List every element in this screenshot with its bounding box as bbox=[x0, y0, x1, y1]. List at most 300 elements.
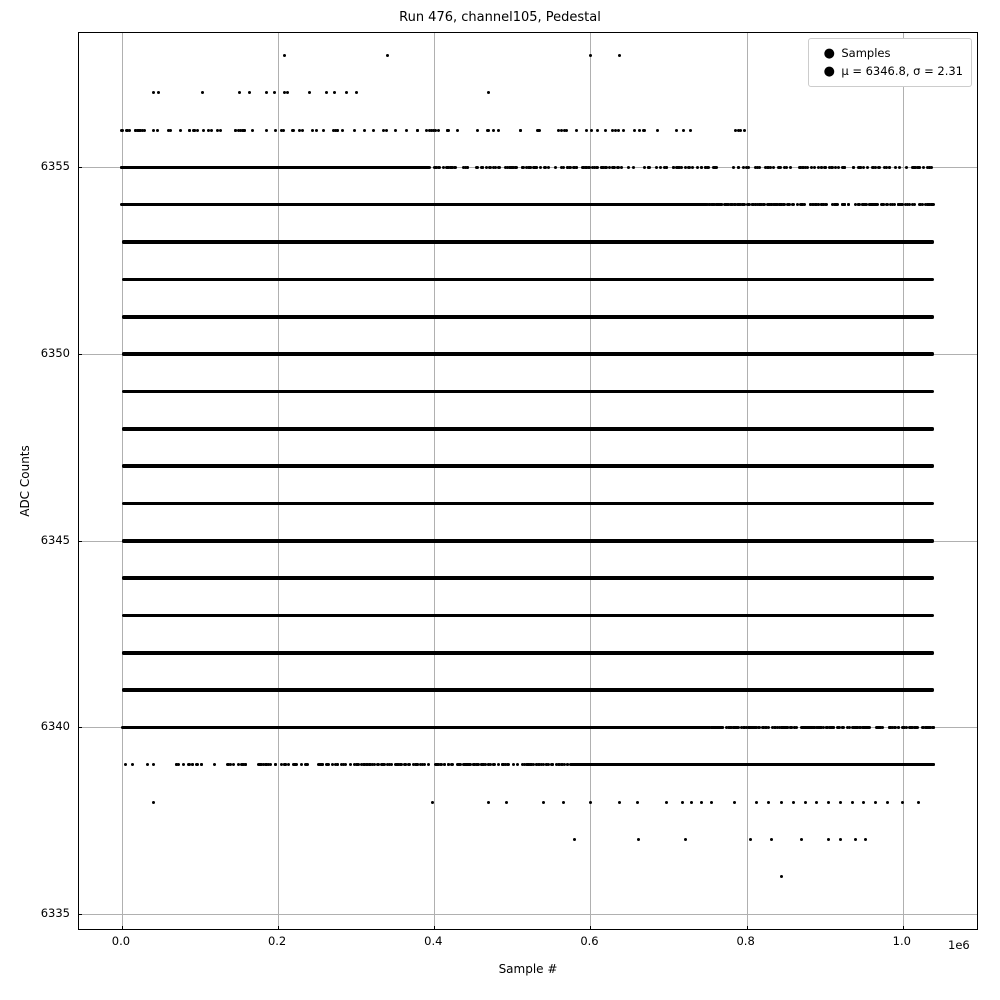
data-point bbox=[931, 726, 934, 729]
dot-marker-icon: ● bbox=[823, 45, 836, 61]
data-point bbox=[618, 54, 621, 57]
data-point bbox=[898, 166, 901, 169]
data-point bbox=[785, 166, 788, 169]
data-point bbox=[819, 726, 822, 729]
data-point bbox=[382, 129, 385, 132]
data-point bbox=[207, 129, 210, 132]
data-point bbox=[780, 875, 783, 878]
data-point bbox=[516, 763, 519, 766]
x-tick-label: 0.0 bbox=[111, 934, 131, 948]
data-point bbox=[804, 801, 807, 804]
y-tick-label: 6355 bbox=[40, 159, 70, 174]
dot-marker-icon: ● bbox=[823, 63, 836, 79]
data-point bbox=[928, 726, 931, 729]
data-point bbox=[767, 801, 770, 804]
plot-axes bbox=[78, 32, 978, 930]
data-point bbox=[476, 763, 479, 766]
data-point bbox=[137, 129, 140, 132]
data-point bbox=[863, 726, 866, 729]
data-point bbox=[864, 838, 867, 841]
data-point bbox=[827, 801, 830, 804]
data-point bbox=[308, 91, 311, 94]
data-point bbox=[879, 726, 882, 729]
data-band bbox=[122, 651, 934, 655]
x-axis-label: Sample # bbox=[498, 962, 558, 976]
scatter-data-layer bbox=[79, 33, 977, 929]
data-point bbox=[612, 166, 615, 169]
data-point bbox=[792, 801, 795, 804]
data-point bbox=[265, 129, 268, 132]
data-band bbox=[122, 315, 934, 319]
data-point bbox=[820, 203, 823, 206]
data-point bbox=[832, 726, 835, 729]
data-point bbox=[146, 763, 149, 766]
data-point bbox=[847, 203, 850, 206]
data-point bbox=[810, 166, 813, 169]
data-point bbox=[866, 166, 869, 169]
data-point bbox=[423, 763, 426, 766]
data-point bbox=[476, 129, 479, 132]
data-band bbox=[122, 614, 934, 618]
data-point bbox=[447, 763, 450, 766]
data-point bbox=[377, 763, 380, 766]
data-point bbox=[128, 129, 131, 132]
data-point bbox=[648, 166, 651, 169]
data-point bbox=[905, 166, 908, 169]
data-point bbox=[637, 838, 640, 841]
data-point bbox=[755, 801, 758, 804]
data-point bbox=[743, 129, 746, 132]
data-point bbox=[363, 129, 366, 132]
data-point bbox=[405, 129, 408, 132]
data-point bbox=[383, 763, 386, 766]
data-point bbox=[876, 203, 879, 206]
data-point bbox=[770, 838, 773, 841]
data-point bbox=[655, 166, 658, 169]
data-point bbox=[690, 801, 693, 804]
data-point bbox=[545, 763, 548, 766]
data-point bbox=[700, 166, 703, 169]
data-point bbox=[121, 129, 124, 132]
data-point bbox=[710, 801, 713, 804]
data-point bbox=[573, 838, 576, 841]
data-point bbox=[897, 726, 900, 729]
data-point bbox=[752, 203, 755, 206]
data-point bbox=[928, 166, 931, 169]
data-point bbox=[152, 801, 155, 804]
data-point bbox=[372, 129, 375, 132]
x-tick-label: 0.6 bbox=[580, 934, 599, 948]
data-point bbox=[179, 129, 182, 132]
data-point bbox=[244, 763, 247, 766]
data-band bbox=[122, 203, 707, 206]
data-point bbox=[141, 129, 144, 132]
data-point bbox=[585, 129, 588, 132]
data-point bbox=[191, 763, 194, 766]
data-band bbox=[122, 390, 934, 394]
data-point bbox=[792, 203, 795, 206]
data-point bbox=[446, 129, 449, 132]
data-point bbox=[487, 801, 490, 804]
data-point bbox=[799, 166, 802, 169]
data-point bbox=[801, 726, 804, 729]
data-point bbox=[512, 166, 515, 169]
data-point bbox=[512, 763, 515, 766]
data-point bbox=[696, 166, 699, 169]
data-point bbox=[841, 726, 844, 729]
data-point bbox=[767, 726, 770, 729]
data-band bbox=[122, 278, 934, 281]
data-point bbox=[193, 129, 196, 132]
data-point bbox=[675, 129, 678, 132]
data-point bbox=[213, 763, 216, 766]
data-point bbox=[854, 838, 857, 841]
data-point bbox=[590, 129, 593, 132]
data-point bbox=[888, 166, 891, 169]
data-point bbox=[248, 91, 251, 94]
data-point bbox=[827, 838, 830, 841]
data-point bbox=[779, 166, 782, 169]
data-point bbox=[325, 91, 328, 94]
data-point bbox=[232, 763, 235, 766]
y-tick-label: 6340 bbox=[40, 719, 70, 734]
data-point bbox=[487, 91, 490, 94]
data-point bbox=[828, 166, 831, 169]
data-point bbox=[404, 763, 407, 766]
data-point bbox=[922, 166, 925, 169]
data-point bbox=[795, 726, 798, 729]
data-band bbox=[569, 763, 934, 766]
data-point bbox=[431, 801, 434, 804]
data-point bbox=[274, 129, 277, 132]
data-point bbox=[345, 91, 348, 94]
data-point bbox=[492, 763, 495, 766]
data-point bbox=[620, 166, 623, 169]
data-point bbox=[562, 801, 565, 804]
data-point bbox=[684, 838, 687, 841]
data-point bbox=[301, 129, 304, 132]
data-point bbox=[601, 166, 604, 169]
data-point bbox=[497, 763, 500, 766]
data-point bbox=[622, 129, 625, 132]
data-point bbox=[857, 203, 860, 206]
data-point bbox=[251, 129, 254, 132]
data-point bbox=[796, 203, 799, 206]
data-band bbox=[122, 539, 934, 543]
data-point bbox=[219, 129, 222, 132]
data-point bbox=[315, 129, 318, 132]
data-point bbox=[390, 763, 393, 766]
data-point bbox=[557, 129, 560, 132]
data-point bbox=[298, 129, 301, 132]
data-point bbox=[539, 166, 542, 169]
data-point bbox=[851, 801, 854, 804]
data-point bbox=[813, 166, 816, 169]
data-point bbox=[336, 129, 339, 132]
data-point bbox=[834, 166, 837, 169]
legend-label-samples: Samples bbox=[841, 46, 891, 60]
data-point bbox=[156, 129, 159, 132]
data-point bbox=[466, 166, 469, 169]
data-point bbox=[169, 129, 172, 132]
data-point bbox=[188, 129, 191, 132]
data-point bbox=[632, 166, 635, 169]
data-point bbox=[157, 91, 160, 94]
data-point bbox=[265, 91, 268, 94]
data-point bbox=[283, 54, 286, 57]
data-point bbox=[604, 129, 607, 132]
data-point bbox=[353, 129, 356, 132]
x-tick-label: 0.2 bbox=[267, 934, 287, 948]
data-point bbox=[560, 166, 563, 169]
data-point bbox=[542, 801, 545, 804]
data-point bbox=[492, 129, 495, 132]
data-point bbox=[280, 129, 283, 132]
x-tick-label: 0.8 bbox=[736, 934, 755, 948]
data-point bbox=[589, 54, 592, 57]
data-point bbox=[543, 166, 546, 169]
legend-item-stats bbox=[817, 62, 963, 80]
data-point bbox=[837, 166, 840, 169]
data-point bbox=[747, 166, 750, 169]
data-point bbox=[908, 203, 911, 206]
y-tick-label: 6350 bbox=[40, 346, 70, 361]
data-point bbox=[885, 166, 888, 169]
data-point bbox=[287, 763, 290, 766]
x-tick-label: 1.0 bbox=[892, 934, 911, 948]
data-point bbox=[443, 763, 446, 766]
data-point bbox=[862, 166, 865, 169]
data-point bbox=[557, 763, 560, 766]
y-tick-label: 6335 bbox=[40, 906, 70, 921]
data-point bbox=[373, 763, 376, 766]
data-point bbox=[355, 91, 358, 94]
data-point bbox=[721, 726, 724, 729]
data-point bbox=[786, 726, 789, 729]
data-point bbox=[893, 726, 896, 729]
data-point bbox=[917, 166, 920, 169]
data-point bbox=[454, 166, 457, 169]
data-point bbox=[719, 726, 722, 729]
data-point bbox=[344, 763, 347, 766]
data-point bbox=[682, 129, 685, 132]
data-point bbox=[773, 726, 776, 729]
data-point bbox=[700, 801, 703, 804]
data-point bbox=[286, 91, 289, 94]
data-point bbox=[519, 129, 522, 132]
x-tick-label: 0.4 bbox=[424, 934, 443, 948]
data-point bbox=[300, 763, 303, 766]
data-point bbox=[336, 763, 339, 766]
data-point bbox=[416, 129, 419, 132]
data-point bbox=[589, 801, 592, 804]
data-point bbox=[566, 166, 569, 169]
data-point bbox=[134, 129, 137, 132]
data-point bbox=[912, 166, 915, 169]
data-point bbox=[505, 801, 508, 804]
data-point bbox=[921, 726, 924, 729]
data-point bbox=[735, 726, 738, 729]
data-point bbox=[856, 726, 859, 729]
data-band bbox=[122, 166, 431, 168]
data-band bbox=[122, 502, 934, 506]
data-point bbox=[689, 129, 692, 132]
data-point bbox=[886, 801, 889, 804]
data-point bbox=[202, 129, 205, 132]
data-point bbox=[713, 726, 716, 729]
data-point bbox=[627, 166, 630, 169]
data-point bbox=[852, 726, 855, 729]
data-point bbox=[824, 166, 827, 169]
legend-item-samples bbox=[817, 44, 963, 62]
data-point bbox=[386, 54, 389, 57]
data-point bbox=[554, 166, 557, 169]
data-point bbox=[762, 726, 765, 729]
data-point bbox=[834, 203, 837, 206]
data-band bbox=[122, 576, 934, 580]
data-point bbox=[438, 166, 441, 169]
data-point bbox=[643, 166, 646, 169]
data-point bbox=[815, 801, 818, 804]
data-point bbox=[687, 166, 690, 169]
data-point bbox=[780, 801, 783, 804]
data-point bbox=[769, 166, 772, 169]
data-point bbox=[538, 129, 541, 132]
data-point bbox=[617, 166, 620, 169]
data-point bbox=[852, 166, 855, 169]
data-point bbox=[618, 801, 621, 804]
data-point bbox=[778, 726, 781, 729]
data-point bbox=[901, 801, 904, 804]
data-point bbox=[617, 129, 620, 132]
data-point bbox=[572, 166, 575, 169]
data-point bbox=[874, 801, 877, 804]
data-point bbox=[210, 129, 213, 132]
data-point bbox=[412, 763, 415, 766]
data-point bbox=[596, 129, 599, 132]
data-point bbox=[533, 166, 536, 169]
data-point bbox=[839, 801, 842, 804]
data-point bbox=[733, 801, 736, 804]
data-band bbox=[122, 726, 707, 729]
legend-label-stats: μ = 6346.8, σ = 2.31 bbox=[841, 64, 963, 78]
data-point bbox=[341, 129, 344, 132]
data-point bbox=[385, 129, 388, 132]
data-point bbox=[893, 203, 896, 206]
data-point bbox=[772, 166, 775, 169]
data-point bbox=[691, 166, 694, 169]
data-point bbox=[913, 203, 916, 206]
legend bbox=[808, 38, 972, 87]
data-point bbox=[509, 166, 512, 169]
data-point bbox=[782, 203, 785, 206]
data-point bbox=[507, 763, 510, 766]
data-point bbox=[333, 91, 336, 94]
data-point bbox=[497, 129, 500, 132]
data-point bbox=[273, 91, 276, 94]
data-point bbox=[487, 129, 490, 132]
data-point bbox=[917, 801, 920, 804]
data-point bbox=[201, 91, 204, 94]
data-point bbox=[131, 763, 134, 766]
data-point bbox=[437, 129, 440, 132]
data-point bbox=[575, 129, 578, 132]
data-point bbox=[749, 838, 752, 841]
data-point bbox=[839, 838, 842, 841]
data-point bbox=[295, 763, 298, 766]
y-tick-label: 6345 bbox=[40, 532, 70, 547]
data-point bbox=[638, 129, 641, 132]
data-band bbox=[122, 352, 934, 356]
data-point bbox=[532, 763, 535, 766]
data-point bbox=[754, 166, 757, 169]
data-point bbox=[196, 129, 199, 132]
data-point bbox=[515, 166, 518, 169]
data-point bbox=[200, 763, 203, 766]
data-point bbox=[284, 763, 287, 766]
data-point bbox=[237, 129, 240, 132]
data-point bbox=[788, 203, 791, 206]
data-point bbox=[889, 203, 892, 206]
data-point bbox=[322, 129, 325, 132]
data-point bbox=[665, 801, 668, 804]
data-band bbox=[122, 688, 934, 691]
data-point bbox=[659, 166, 662, 169]
data-point bbox=[894, 166, 897, 169]
data-point bbox=[806, 166, 809, 169]
data-point bbox=[456, 129, 459, 132]
data-point bbox=[656, 129, 659, 132]
data-point bbox=[349, 763, 352, 766]
data-point bbox=[636, 801, 639, 804]
data-point bbox=[274, 763, 277, 766]
data-point bbox=[745, 726, 748, 729]
data-point bbox=[802, 166, 805, 169]
data-point bbox=[725, 726, 728, 729]
data-point bbox=[800, 838, 803, 841]
data-point bbox=[720, 203, 723, 206]
data-point bbox=[737, 129, 740, 132]
data-point bbox=[476, 166, 479, 169]
data-point bbox=[331, 763, 334, 766]
data-point bbox=[790, 726, 793, 729]
data-point bbox=[238, 91, 241, 94]
data-point bbox=[430, 129, 433, 132]
data-point bbox=[321, 763, 324, 766]
data-band bbox=[122, 427, 934, 431]
data-point bbox=[124, 763, 127, 766]
data-point bbox=[528, 166, 531, 169]
data-point bbox=[311, 129, 314, 132]
chart-title: Run 476, channel105, Pedestal bbox=[399, 10, 601, 25]
data-point bbox=[427, 763, 430, 766]
data-point bbox=[932, 203, 935, 206]
data-point bbox=[547, 166, 550, 169]
data-band bbox=[122, 240, 934, 243]
data-point bbox=[737, 166, 740, 169]
data-point bbox=[782, 726, 785, 729]
data-point bbox=[481, 166, 484, 169]
data-point bbox=[269, 763, 272, 766]
data-point bbox=[497, 166, 500, 169]
data-point bbox=[394, 129, 397, 132]
data-point bbox=[332, 129, 335, 132]
data-point bbox=[633, 129, 636, 132]
data-point bbox=[152, 91, 155, 94]
data-band bbox=[122, 464, 934, 468]
data-point bbox=[152, 129, 155, 132]
data-point bbox=[886, 203, 889, 206]
